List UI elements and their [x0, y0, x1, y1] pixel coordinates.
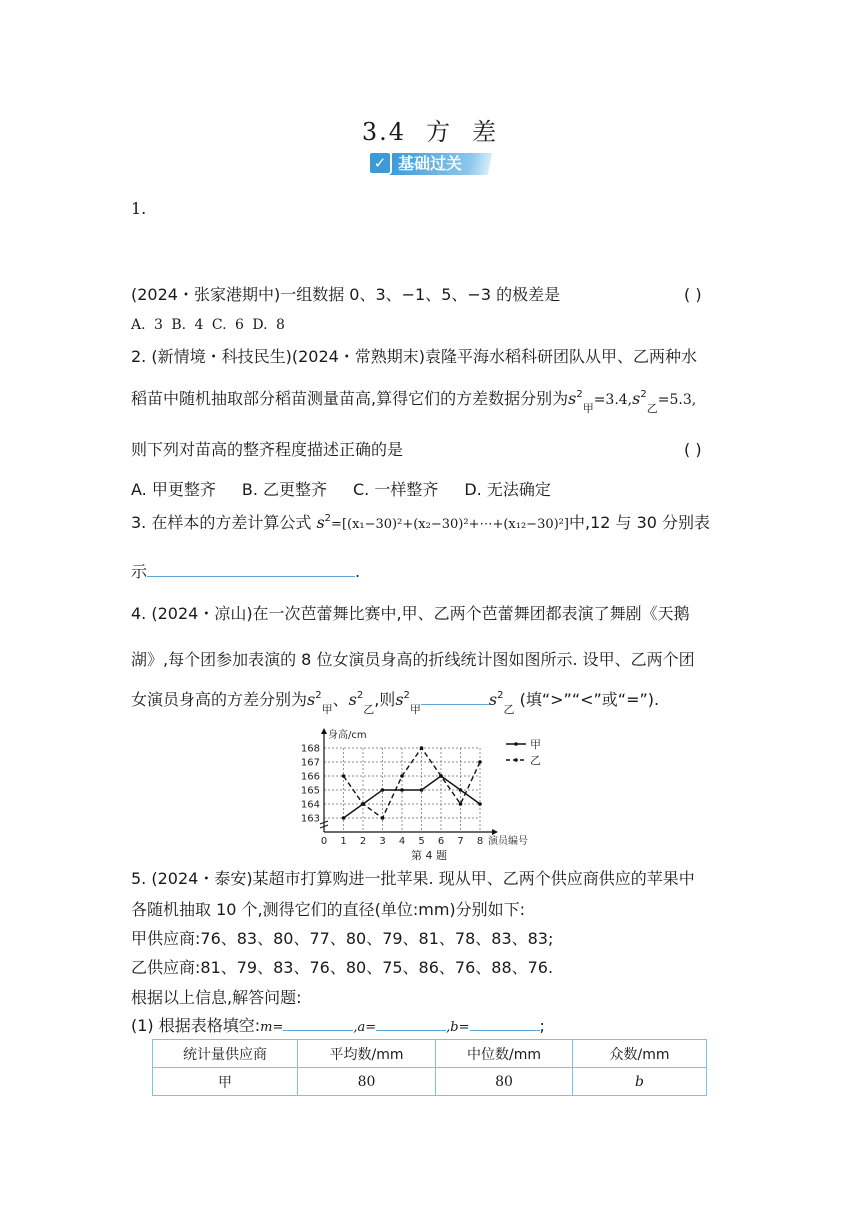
q5-line4: 乙供应商:81、79、83、76、80、75、86、76、88、76. — [131, 958, 554, 977]
q2-option-c: C. 一样整齐 — [353, 480, 439, 499]
x-axis-label: 演员编号 — [488, 836, 528, 847]
variance-formula: =[(x₁−30)²+(x₂−30)²+⋯+(x₁₂−30)²] — [331, 517, 569, 532]
q4-answer-blank[interactable] — [421, 690, 489, 705]
q2-options — [131, 480, 551, 500]
q1-number: 1. — [131, 199, 147, 218]
q1-answer-paren[interactable]: ( ) — [684, 285, 702, 304]
q3-line1: 3. 在样本的方差计算公式 $s^2=[(x_1-30)^2+(x_2-30)^2+\cdots+(x_{12}-30)^2]$中,12 与 30 分别表 — [131, 513, 711, 532]
q2-line2: 稻苗中随机抽取部分稻苗测量苗高,算得它们的方差数据分别为$s^2_甲=3.4,s^2_乙=5.3$, — [131, 389, 697, 415]
x-tick-label: 1 — [340, 836, 347, 847]
legend-marker — [514, 758, 518, 762]
chart-caption: 第 4 题 — [411, 849, 447, 862]
y-tick-label: 168 — [300, 743, 320, 755]
table-header: 平均数/mm — [298, 1040, 436, 1068]
table-row — [153, 1068, 707, 1096]
data-point — [439, 774, 443, 778]
data-point — [381, 788, 385, 792]
checkbox-icon: ✓ — [368, 151, 392, 175]
series-line-1 — [344, 776, 481, 818]
q5-line5: 根据以上信息,解答问题: — [131, 988, 302, 1007]
table-header: 众数/mm — [573, 1040, 707, 1068]
data-point — [400, 788, 404, 792]
table-header: 统计量供应商 — [153, 1040, 298, 1068]
data-point — [478, 802, 482, 806]
data-point — [381, 816, 385, 820]
q5-part1: (1) 根据表格填空:m= ,a= ,b= ; — [131, 1016, 545, 1035]
y-tick-label: 166 — [300, 771, 320, 783]
table-header: 中位数/mm — [436, 1040, 573, 1068]
q2-option-b: B. 乙更整齐 — [241, 480, 327, 499]
table-header-row — [153, 1040, 707, 1068]
y-axis-arrow — [321, 728, 327, 734]
x-tick-label: 4 — [398, 836, 406, 847]
q4-line1: 4. (2024・凉山)在一次芭蕾舞比赛中,甲、乙两个芭蕾舞团都表演了舞剧《天鹅 — [131, 604, 690, 623]
m-answer-blank[interactable] — [283, 1016, 353, 1031]
q3-line2: 示 . — [131, 562, 361, 581]
q5-line2: 各随机抽取 10 个,测得它们的直径(单位:mm)分别如下: — [131, 900, 526, 919]
y-tick-label: 167 — [300, 757, 320, 769]
q2-line1: 2. (新情境・科技民生)(2024・常熟期末)袁隆平海水稻科研团队从甲、乙两种水 — [131, 347, 698, 366]
q3-answer-blank[interactable] — [147, 562, 355, 577]
data-point — [400, 774, 404, 778]
table-cell: b — [573, 1068, 707, 1096]
q2-line3: 则下列对苗高的整齐程度描述正确的是 — [131, 440, 404, 459]
x-tick-label: 5 — [418, 836, 425, 847]
data-point — [342, 816, 346, 820]
q1-stem: (2024・张家港期中)一组数据 0、3、−1、5、−3 的极差是 — [131, 285, 561, 304]
page-title: 3.4 方 差 — [361, 118, 499, 146]
q2-option-d: D. 无法确定 — [464, 480, 551, 499]
table-cell: 甲 — [153, 1068, 298, 1096]
b-answer-blank[interactable] — [470, 1016, 540, 1031]
legend-marker — [514, 742, 518, 746]
section-badge: ✓ 基础过关 — [368, 151, 490, 177]
table-cell: 80 — [436, 1068, 573, 1096]
q5-line3: 甲供应商:76、83、80、77、80、79、81、78、83、83; — [131, 929, 554, 948]
q1-options: A. 3 B. 4 C. 6 D. 8 — [131, 317, 285, 333]
data-point — [459, 802, 463, 806]
data-point — [459, 788, 463, 792]
q2-answer-paren[interactable]: ( ) — [684, 440, 702, 459]
legend-label: 甲 — [530, 738, 541, 751]
x-tick-label: 0 — [320, 836, 328, 847]
supplier-stats-table — [152, 1039, 707, 1096]
data-point — [420, 746, 424, 750]
x-axis-arrow — [492, 829, 498, 835]
q2-option-a: A. 甲更整齐 — [131, 480, 216, 499]
q4-line3: 女演员身高的方差分别为$s^2_甲$、$s^2_乙$,则$s^2_甲s^2_乙$ (填“>”“<”或“=”). — [131, 690, 660, 716]
data-point — [342, 774, 346, 778]
data-point — [420, 788, 424, 792]
table-cell: 80 — [298, 1068, 436, 1096]
x-tick-label: 2 — [359, 836, 367, 847]
data-point — [361, 802, 365, 806]
q4-line2: 湖》,每个团参加表演的 8 位女演员身高的折线统计图如图所示. 设甲、乙两个团 — [131, 650, 695, 669]
y-tick-label: 163 — [300, 813, 320, 825]
x-tick-label: 8 — [476, 836, 484, 847]
y-axis-label: 身高/cm — [328, 730, 367, 741]
series-line-2 — [344, 748, 481, 818]
legend-label: 乙 — [530, 754, 541, 767]
data-point — [478, 760, 482, 764]
a-answer-blank[interactable] — [376, 1016, 446, 1031]
x-tick-label: 7 — [457, 836, 464, 847]
height-line-chart — [296, 728, 556, 858]
x-tick-label: 3 — [379, 836, 386, 847]
q5-line1: 5. (2024・泰安)某超市打算购进一批苹果. 现从甲、乙两个供应商供应的苹果中 — [131, 869, 695, 888]
x-tick-label: 6 — [437, 836, 445, 847]
y-tick-label: 164 — [300, 799, 320, 811]
y-tick-label: 165 — [300, 785, 320, 797]
